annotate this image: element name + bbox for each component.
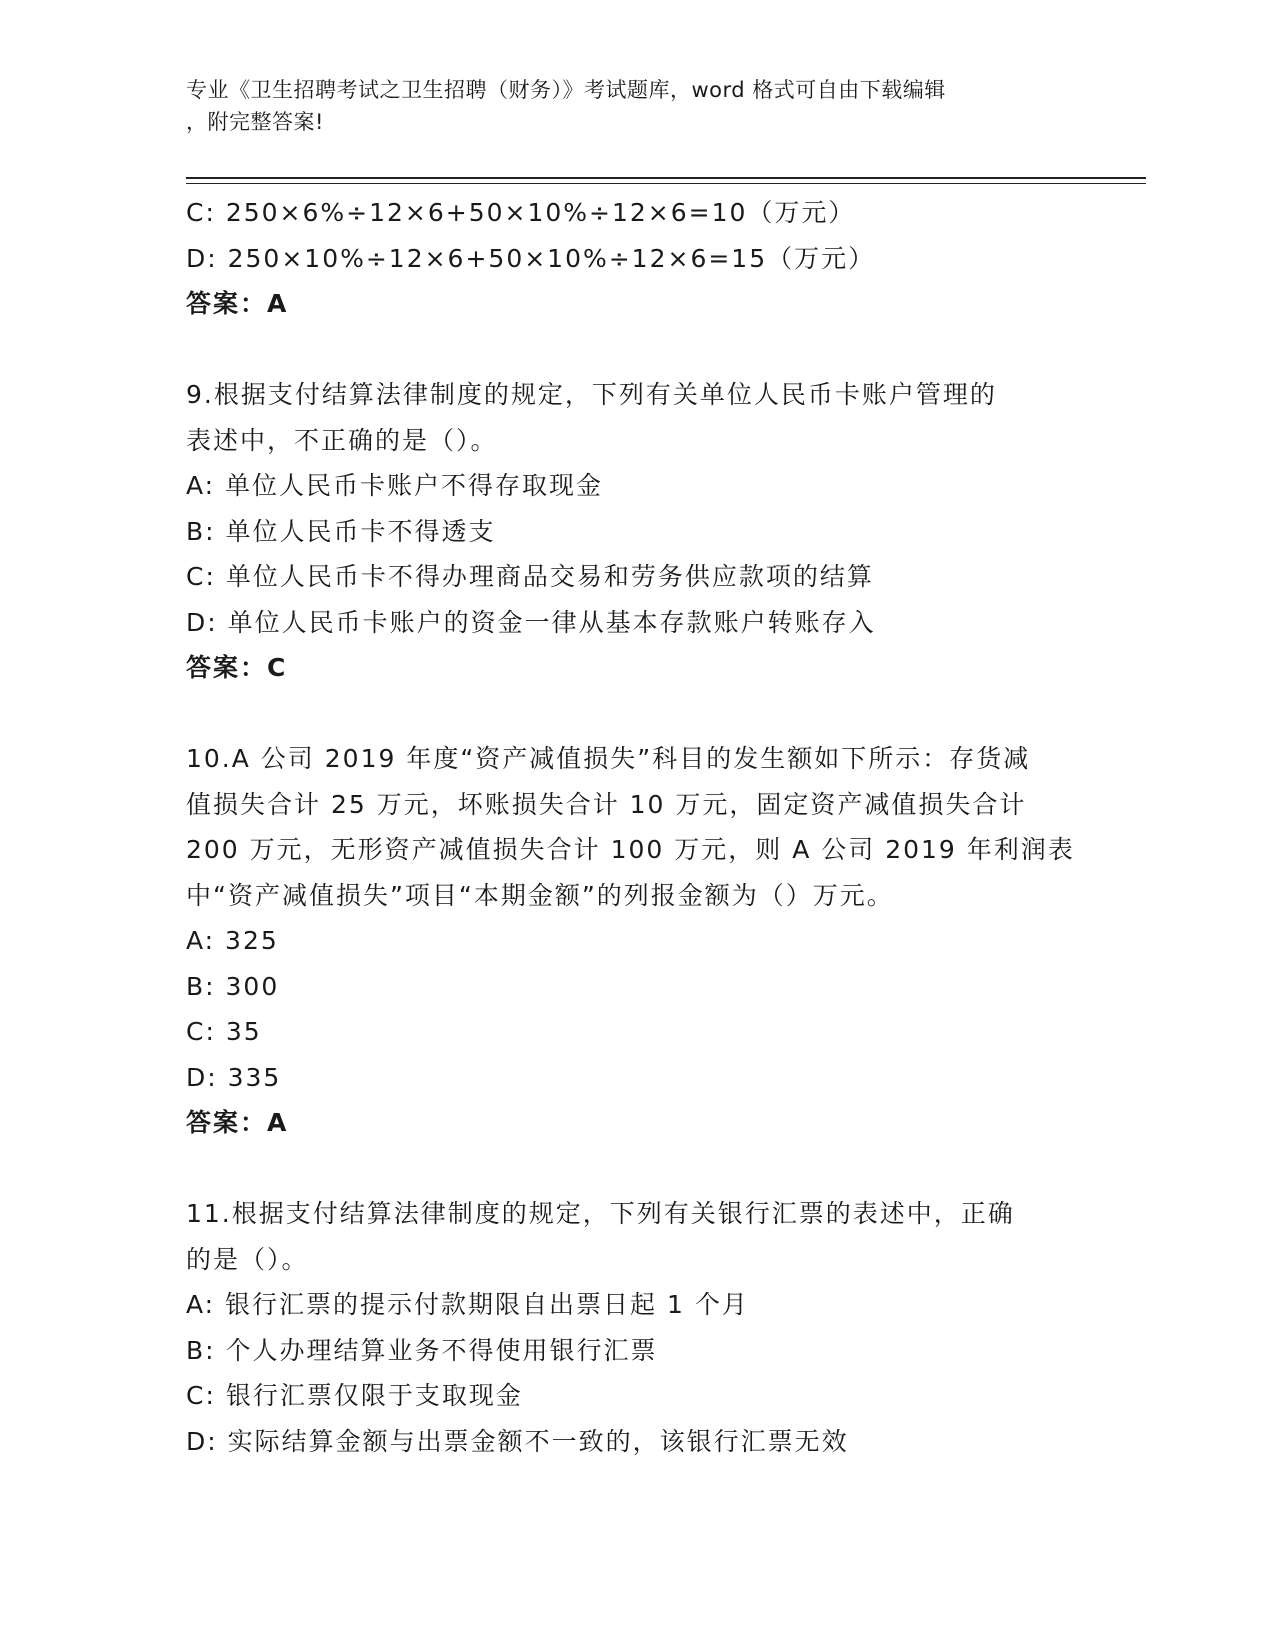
question-stem: 的是（）。 [186, 1244, 309, 1274]
question-list [186, 190, 1086, 1464]
option-c: C: 35 [186, 1017, 262, 1046]
question-stem: 值损失合计 25 万元，坏账损失合计 10 万元，固定资产减值损失合计 [186, 789, 1027, 819]
option-a: A: 单位人民币卡账户不得存取现金 [186, 471, 604, 500]
answer: 答案：A [186, 1108, 289, 1137]
question-stem: 中“资产减值损失”项目“本期金额”的列报金额为（）万元。 [186, 880, 894, 910]
question-block [186, 372, 1086, 691]
option-c: C: 250×6%÷12×6+50×10%÷12×6=10（万元） [186, 198, 856, 227]
question-block [186, 736, 1086, 1146]
option-b: B: 单位人民币卡不得透支 [186, 516, 496, 546]
option-a: A: 银行汇票的提示付款期限自出票日起 1 个月 [186, 1290, 749, 1319]
option-b: B: 个人办理结算业务不得使用银行汇票 [186, 1335, 658, 1365]
option-d: D: 实际结算金额与出票金额不一致的，该银行汇票无效 [186, 1426, 849, 1456]
answer: 答案：A [186, 289, 289, 318]
header-divider-thin [186, 183, 1146, 184]
option-a: A: 325 [186, 926, 279, 955]
page-header [186, 74, 1066, 138]
option-c: C: 单位人民币卡不得办理商品交易和劳务供应款项的结算 [186, 562, 874, 591]
question-stem: 200 万元，无形资产减值损失合计 100 万元，则 A 公司 2019 年利润表 [186, 835, 1075, 864]
option-c: C: 银行汇票仅限于支取现金 [186, 1381, 523, 1410]
question-stem: 9.根据支付结算法律制度的规定，下列有关单位人民币卡账户管理的 [186, 380, 997, 409]
header-line: 专业《卫生招聘考试之卫生招聘（财务）》考试题库，word 格式可自由下载编辑 [186, 78, 946, 102]
question-stem: 表述中，不正确的是（）。 [186, 425, 498, 455]
header-divider [186, 177, 1146, 179]
question-stem: 11.根据支付结算法律制度的规定，下列有关银行汇票的表述中，正确 [186, 1199, 1015, 1228]
option-b: B: 300 [186, 971, 280, 1001]
option-d: D: 单位人民币卡账户的资金一律从基本存款账户转账存入 [186, 607, 876, 637]
question-block [186, 1191, 1086, 1464]
question-stem: 10.A 公司 2019 年度“资产减值损失”科目的发生额如下所示：存货减 [186, 744, 1031, 773]
header-line: ，附完整答案! [186, 110, 324, 134]
option-d: D: 335 [186, 1062, 282, 1092]
question-block [186, 190, 1086, 327]
answer: 答案：C [186, 653, 288, 682]
option-d: D: 250×10%÷12×6+50×10%÷12×6=15（万元） [186, 243, 876, 273]
